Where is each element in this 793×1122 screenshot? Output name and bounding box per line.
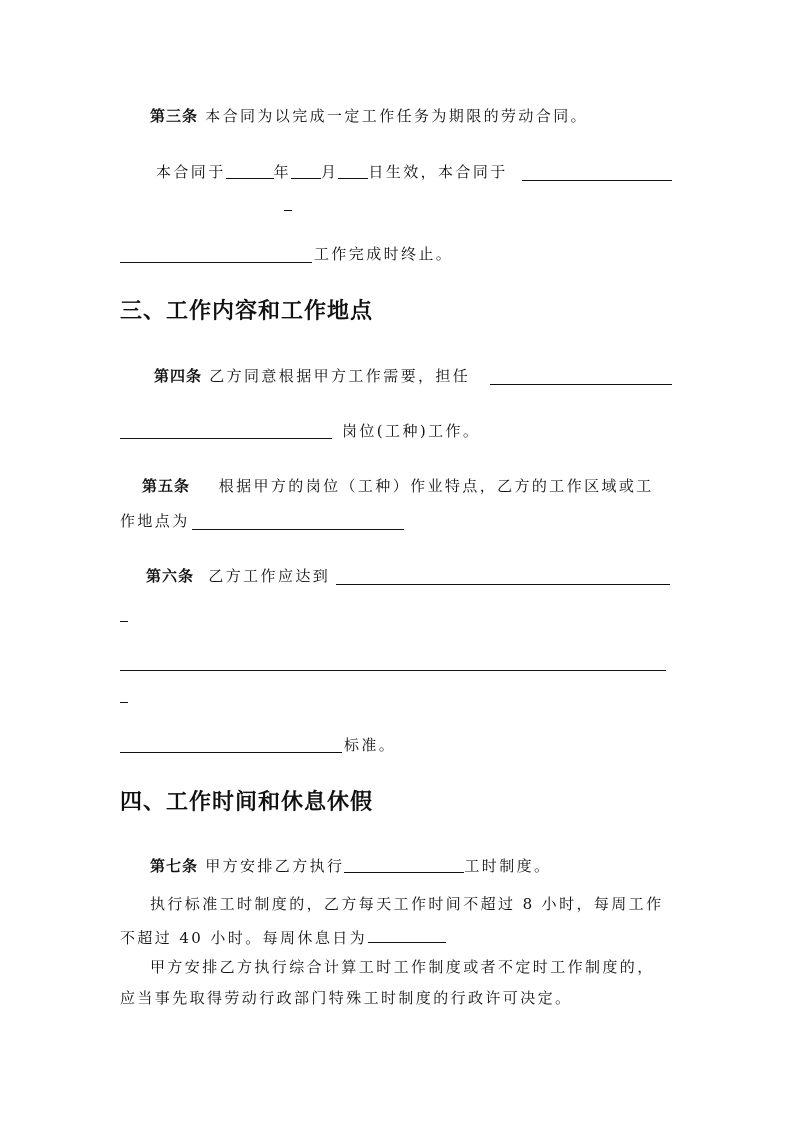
standard-hours-text: 执行标准工时制度的，乙方每天工作时间不超过 8 小时，每周工作 [150,895,664,913]
standard-blank-stub-2[interactable] [120,702,128,703]
year-blank[interactable] [226,163,274,179]
article-3-line-2 [156,162,508,182]
article-3-end: 工作完成时终止。 [314,245,454,263]
standard-blank-stub-1[interactable] [120,621,128,622]
article-7-p2-line-1 [150,957,655,977]
permit-text: 应当事先取得劳动行政部门特殊工时制度的行政许可决定。 [120,989,573,1007]
article-3-label: 第三条 [150,107,199,125]
standard-blank-3[interactable] [120,752,342,753]
article-5-line-1 [142,476,654,496]
rest-day-blank[interactable] [368,942,446,943]
section-4-heading: 四、工作时间和休息休假 [120,790,374,815]
article-6-label: 第六条 [146,567,195,585]
article-7-text-b: 工时制度。 [464,857,552,875]
termination-blank-stub[interactable] [284,210,292,211]
article-4-label: 第四条 [154,367,203,385]
standard-blank-1[interactable] [336,584,670,585]
article-3-text: 本合同为以完成一定工作任务为期限的劳动合同。 [205,107,588,125]
termination-blank-2[interactable] [120,262,312,263]
article-7-label: 第七条 [150,857,199,875]
article-5-cont: 作地点为 [120,512,190,530]
article-5-line-2 [120,511,190,531]
article-7-p1-line-1 [150,894,663,914]
article-6-line-1 [146,566,330,586]
day-blank[interactable] [338,163,368,179]
comprehensive-hours-text: 甲方安排乙方执行综合计算工时工作制度或者不定时工作制度的， [150,958,655,976]
year-label: 年 [273,163,292,181]
article-4-text: 乙方同意根据甲方工作需要，担任 [209,367,471,385]
article-6-text: 乙方工作应达到 [208,567,331,585]
work-location-blank[interactable] [192,529,404,530]
month-blank[interactable] [291,163,321,179]
weekly-rest-text: 不超过 40 小时。每周休息日为 [120,929,368,947]
article-4-end: 岗位(工种)工作。 [342,422,481,440]
month-label: 月 [321,163,339,181]
section-3-heading: 三、工作内容和工作地点 [120,299,374,324]
article-7-p1-line-2 [120,928,367,948]
article-3-line-3 [314,244,453,264]
article-5-label: 第五条 [142,477,191,495]
article-6-line-end [344,735,396,755]
article-4-line-2 [342,421,480,441]
article-3-line-1 [150,106,588,126]
article-6-end: 标准。 [344,736,397,754]
termination-blank-1[interactable] [522,180,672,181]
article-4-line-1 [154,366,470,386]
article-7-line-1 [150,856,551,876]
effective-prefix: 本合同于 [156,163,226,181]
standard-blank-2[interactable] [120,670,666,671]
day-effective-label: 日生效，本合同于 [368,163,508,181]
position-blank-1[interactable] [490,384,672,385]
article-7-text-a: 甲方安排乙方执行 [205,857,345,875]
article-7-p2-line-2 [120,988,572,1008]
hours-system-blank[interactable] [344,857,464,873]
position-blank-2[interactable] [120,438,332,439]
article-5-text: 根据甲方的岗位（工种）作业特点，乙方的工作区域或工 [218,477,654,495]
